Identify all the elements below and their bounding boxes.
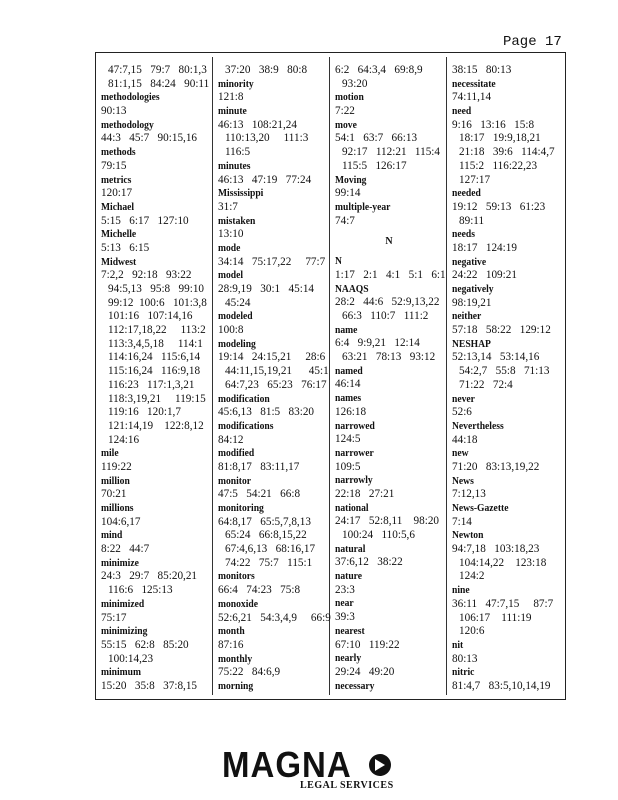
index-reference: 44:18	[452, 433, 478, 446]
index-term: mind	[101, 530, 123, 542]
index-reference: 45:6,13 81:5 83:20	[218, 406, 315, 419]
index-reference: 55:15 62:8 85:20	[101, 638, 189, 651]
index-term: monitoring	[218, 502, 264, 515]
index-term: methodology	[101, 119, 154, 132]
index-term: nearest	[335, 625, 365, 638]
index-reference: 100:8	[218, 324, 244, 337]
index-reference-continued: 45:24	[225, 296, 251, 309]
index-reference: 7:14	[452, 515, 472, 528]
index-term: million	[101, 475, 130, 487]
index-term: News-Gazette	[452, 502, 509, 515]
index-reference-continued: 37:20 38:9 80:8	[225, 64, 308, 76]
index-reference: 64:8,17 65:5,7,8,13	[218, 515, 311, 528]
index-reference: 8:22 44:7	[101, 543, 150, 556]
index-term: monitors	[218, 571, 255, 583]
index-reference-continued: 115:5 126:17	[342, 159, 407, 172]
index-reference-continued: 44:11,15,19,21 45:1	[225, 365, 329, 378]
index-term: Michelle	[101, 228, 137, 241]
index-reference: 87:16	[218, 638, 244, 651]
index-reference: 15:20 35:8 37:8,15	[101, 679, 198, 692]
index-term: near	[335, 598, 354, 610]
index-term: named	[335, 365, 363, 378]
column-divider	[212, 57, 213, 695]
index-reference-continued: 115:2 116:22,23	[459, 159, 538, 172]
index-reference: 23:3	[335, 583, 355, 596]
index-reference: 5:13 6:15	[101, 241, 150, 254]
index-reference: 6:2 64:3,4 69:8,9	[335, 64, 423, 76]
index-term: minority	[218, 78, 254, 90]
index-term: NAAQS	[335, 283, 369, 295]
index-reference: 52:13,14 53:14,16	[452, 351, 540, 364]
index-reference: 120:17	[101, 187, 133, 200]
index-reference: 18:17 124:19	[452, 241, 517, 254]
index-term: nine	[452, 584, 470, 597]
column-divider	[446, 57, 447, 695]
index-reference-continued: 71:22 72:4	[459, 378, 513, 391]
index-reference-continued: 118:3,19,21 119:15	[108, 392, 206, 405]
index-reference: 52:6,21 54:3,4,9 66:9	[218, 611, 331, 624]
index-reference-continued: 100:14,23	[108, 652, 154, 665]
index-term: Midwest	[101, 256, 137, 268]
index-reference: 75:22 84:6,9	[218, 666, 281, 679]
index-term: necessitate	[452, 78, 496, 90]
index-term: nit	[452, 639, 464, 652]
index-reference-continued: 64:7,23 65:23 76:17	[225, 378, 327, 391]
index-reference: 54:1 63:7 66:13	[335, 132, 418, 145]
index-reference-continued: 127:17	[459, 173, 491, 186]
index-reference: 6:4 9:9,21 12:14	[335, 337, 420, 350]
index-reference: 28:2 44:6 52:9,13,22	[335, 296, 440, 309]
index-section-letter: N	[385, 236, 393, 248]
index-reference: 109:5	[335, 460, 361, 473]
index-reference: 24:3 29:7 85:20,21	[101, 570, 198, 583]
index-reference: 39:3	[335, 611, 355, 624]
index-term: minutes	[218, 160, 251, 173]
index-term: News	[452, 475, 474, 487]
index-term: model	[218, 270, 244, 282]
index-reference-continued: 65:24 66:8,15,22	[225, 529, 307, 542]
index-reference-continued: 63:21 78:13 93:12	[342, 351, 436, 364]
index-term: nature	[335, 570, 363, 583]
index-term: minimize	[101, 557, 139, 570]
index-reference: 1:17 2:1 4:1 5:1 6:1	[335, 268, 446, 281]
index-term: mile	[101, 447, 119, 460]
index-reference: 9:16 13:16 15:8	[452, 118, 535, 131]
index-term: narrowly	[335, 474, 373, 487]
index-term: minute	[218, 105, 247, 118]
index-reference: 31:7	[218, 200, 238, 213]
index-term: needed	[452, 187, 481, 200]
circle-arrow-icon	[369, 754, 391, 776]
index-reference: 119:22	[101, 460, 132, 473]
page-number: Page 17	[503, 34, 562, 50]
index-term: modification	[218, 393, 270, 405]
index-reference: 7:2,2 92:18 93:22	[101, 269, 192, 282]
index-term: national	[335, 502, 369, 514]
index-reference: 29:24 49:20	[335, 665, 395, 678]
index-term: minimized	[101, 598, 145, 611]
index-reference: 52:6	[452, 406, 472, 419]
index-term: Moving	[335, 174, 367, 186]
index-term: modeled	[218, 311, 253, 323]
index-reference: 75:17	[101, 611, 127, 624]
index-term: monoxide	[218, 598, 258, 611]
index-term: needs	[452, 228, 475, 241]
index-term: narrowed	[335, 420, 375, 432]
index-term: neither	[452, 311, 482, 323]
index-term: nearly	[335, 652, 362, 665]
index-reference-continued: 121:14,19 122:8,12	[108, 419, 204, 432]
index-reference-continued: 47:7,15 79:7 80:1,3	[108, 64, 207, 76]
index-term: modeling	[218, 338, 256, 351]
index-reference: 13:10	[218, 228, 244, 241]
index-reference: 104:6,17	[101, 515, 141, 528]
index-reference: 126:18	[335, 405, 367, 418]
index-reference: 37:6,12 38:22	[335, 556, 403, 569]
index-term: narrower	[335, 447, 374, 460]
index-reference-continued: 101:16 107:14,16	[108, 310, 193, 323]
index-term: monthly	[218, 653, 253, 665]
index-term: necessary	[335, 680, 375, 692]
index-term: mode	[218, 242, 241, 255]
index-reference-continued: 89:11	[459, 214, 485, 227]
logo-tagline: LEGAL SERVICES	[300, 780, 394, 791]
index-reference-continued: 66:3 110:7 111:2	[342, 310, 429, 322]
index-term: month	[218, 625, 245, 638]
index-term: modified	[218, 447, 255, 460]
index-reference-continued: 106:17 111:19	[459, 611, 532, 624]
index-term: monitor	[218, 475, 252, 487]
index-term: Michael	[101, 201, 135, 214]
index-reference-continued: 104:14,22 123:18	[459, 556, 547, 569]
index-reference-continued: 114:16,24 115:6,14	[108, 351, 201, 364]
index-reference: 7:22	[335, 105, 355, 118]
index-reference: 74:7	[335, 214, 355, 227]
index-reference: 44:3 45:7 90:15,16	[101, 132, 198, 145]
index-reference: 99:14	[335, 187, 361, 200]
index-term: need	[452, 105, 472, 118]
index-reference-continued: 124:16	[108, 433, 140, 446]
index-reference: 81:4,7 83:5,10,14,19	[452, 679, 551, 692]
index-reference: 57:18 58:22 129:12	[452, 324, 551, 337]
index-reference: 66:4 74:23 75:8	[218, 584, 301, 597]
index-reference: 24:22 109:21	[452, 269, 517, 282]
index-column-2	[218, 64, 331, 694]
index-column-4	[452, 64, 560, 694]
index-term: name	[335, 324, 358, 336]
index-term: new	[452, 447, 469, 460]
index-reference-continued: 92:17 112:21 115:4	[342, 146, 440, 159]
index-term: negative	[452, 256, 487, 268]
index-reference: 22:18 27:21	[335, 487, 395, 500]
index-reference: 79:15	[101, 159, 127, 172]
index-reference-continued: 110:13,20 111:3	[225, 132, 309, 145]
index-term: negatively	[452, 283, 494, 296]
index-term: minimum	[101, 666, 141, 679]
index-reference-continued: 116:5	[225, 146, 251, 159]
index-term: natural	[335, 543, 366, 555]
index-reference: 19:14 24:15,21 28:6	[218, 351, 326, 364]
index-reference: 84:12	[218, 433, 244, 446]
index-reference: 46:14	[335, 378, 361, 391]
index-reference: 5:15 6:17 127:10	[101, 214, 189, 227]
index-reference-continued: 67:4,6,13 68:16,17	[225, 543, 316, 556]
index-term: motion	[335, 92, 364, 104]
logo-wordmark: MAGNA	[222, 744, 352, 785]
index-reference-continued: 94:5,13 95:8 99:10	[108, 283, 205, 295]
index-reference-continued: 81:1,15 84:24 90:11	[108, 77, 210, 90]
index-reference: 94:7,18 103:18,23	[452, 543, 540, 556]
index-term: mistaken	[218, 215, 256, 227]
index-reference-continued: 21:18 39:6 114:4,7	[459, 146, 555, 159]
index-term: Mississippi	[218, 187, 264, 200]
index-reference-continued: 100:24 110:5,6	[342, 529, 415, 541]
index-term: nitric	[452, 666, 475, 679]
index-reference: 19:12 59:13 61:23	[452, 200, 546, 213]
index-reference: 24:17 52:8,11 98:20	[335, 515, 440, 528]
index-reference: 36:11 47:7,15 87:7	[452, 597, 554, 610]
index-reference: 90:13	[101, 105, 127, 118]
index-reference-continued: 112:17,18,22 113:2	[108, 324, 206, 337]
index-reference: 34:14 75:17,22 77:7	[218, 255, 326, 268]
index-reference-continued: 54:2,7 55:8 71:13	[459, 365, 550, 378]
index-term: methods	[101, 146, 136, 159]
index-reference-continued: 120:6	[459, 625, 485, 638]
index-reference-continued: 93:20	[342, 77, 368, 90]
index-term: move	[335, 119, 357, 132]
index-term: Nevertheless	[452, 420, 504, 433]
index-reference: 80:13	[452, 652, 478, 665]
index-column-1	[101, 64, 209, 694]
index-reference: 46:13 108:21,24	[218, 118, 297, 131]
index-reference: 81:8,17 83:11,17	[218, 460, 300, 473]
index-reference: 70:21	[101, 488, 127, 501]
index-reference-continued: 124:2	[459, 570, 485, 583]
index-reference-continued: 116:23 117:1,3,21	[108, 378, 195, 391]
index-reference: 46:13 47:19 77:24	[218, 173, 312, 186]
index-term: morning	[218, 680, 254, 693]
index-reference: 28:9,19 30:1 45:14	[218, 283, 315, 295]
index-reference: 67:10 119:22	[335, 638, 400, 651]
index-reference: 121:8	[218, 91, 244, 104]
index-reference-continued: 74:22 75:7 115:1	[225, 556, 313, 569]
index-column-3	[335, 64, 446, 693]
index-reference-continued: 18:17 19:9,18,21	[459, 132, 541, 145]
index-term: NESHAP	[452, 338, 491, 351]
index-reference-continued: 119:16 120:1,7	[108, 406, 181, 419]
column-divider	[329, 57, 330, 695]
index-reference: 74:11,14	[452, 91, 492, 104]
index-reference-continued: 116:6 125:13	[108, 584, 173, 597]
index-term: methodologies	[101, 92, 160, 104]
index-reference: 38:15 80:13	[452, 64, 512, 76]
index-reference-continued: 113:3,4,5,18 114:1	[108, 337, 203, 350]
index-term: millions	[101, 502, 134, 515]
index-term: modifications	[218, 420, 274, 433]
index-reference: 71:20 83:13,19,22	[452, 460, 540, 473]
index-term: never	[452, 393, 475, 405]
index-term: multiple-year	[335, 201, 391, 214]
index-term: minimizing	[101, 625, 148, 638]
magna-legal-services-logo	[222, 744, 397, 794]
index-reference: 98:19,21	[452, 296, 492, 309]
index-term: names	[335, 392, 362, 405]
index-reference-continued: 99:12 100:6 101:3,8	[108, 296, 207, 309]
index-reference: 124:5	[335, 433, 361, 446]
index-reference: 47:5 54:21 66:8	[218, 488, 301, 501]
index-reference-continued: 115:16,24 116:9,18	[108, 365, 201, 378]
index-term: metrics	[101, 174, 132, 186]
word-index-box	[95, 52, 566, 700]
index-term: N	[335, 255, 342, 268]
index-reference: 7:12,13	[452, 488, 486, 501]
index-term: Newton	[452, 530, 484, 542]
